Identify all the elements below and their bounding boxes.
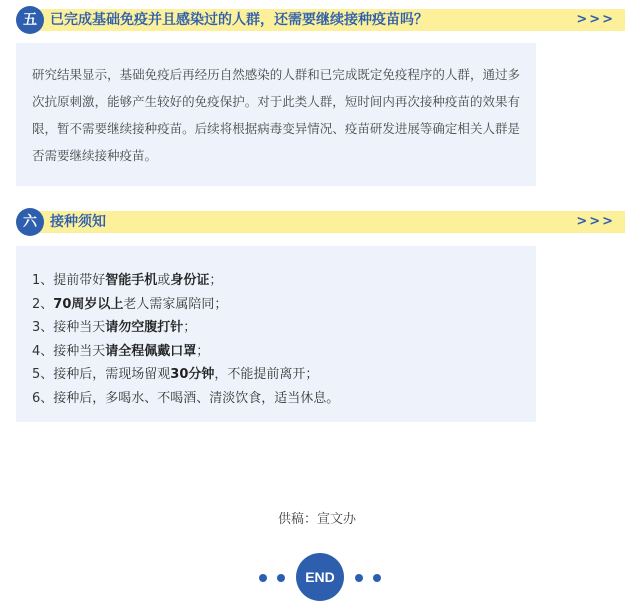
section-5-body: 研究结果显示，基础免疫后再经历自然感染的人群和已完成既定免疫程序的人群，通过多次抗原刺激，能够产生较好的免疫保护。对于此类人群，短时间内再次接种疫苗的效果有限，暂不需要继续接种疫苗。后续将根据病毒变异情况、疫苗研发进展等确定相关人群是否需要继续接种疫苗。 bbox=[32, 67, 520, 163]
end-badge: END bbox=[296, 553, 344, 601]
credit-line: 供稿：宣文办 bbox=[277, 512, 356, 527]
list-item-text: 5、接种后，需现场留观 bbox=[32, 367, 171, 382]
list-item-text: 老人需家属陪同； bbox=[123, 296, 228, 312]
section-5-title: 已完成基础免疫并且感染过的人群，还需要继续接种疫苗吗？ bbox=[50, 12, 428, 28]
list-item-emphasis: 70周岁以上 bbox=[53, 296, 124, 312]
list-item-text: 4、接种当天 bbox=[32, 343, 106, 359]
section-5-number-badge: 五 bbox=[16, 6, 44, 34]
dot-icon bbox=[373, 574, 381, 582]
list-item-text: 3、接种当天 bbox=[32, 320, 106, 335]
section-5-arrows-icon: >>> bbox=[576, 12, 615, 27]
list-item-text: ； bbox=[183, 320, 197, 335]
list-item-text: 1、提前带好 bbox=[32, 273, 106, 288]
dot-icon bbox=[277, 574, 285, 582]
list-item bbox=[32, 293, 520, 317]
list-item bbox=[32, 269, 520, 293]
section-6-number-badge: 六 bbox=[16, 208, 44, 236]
dot-icon bbox=[259, 574, 267, 582]
list-item bbox=[32, 363, 520, 387]
section-6-title: 接种须知 bbox=[50, 214, 106, 230]
list-item-emphasis: 30分钟 bbox=[170, 367, 215, 382]
section-6-header-bar bbox=[24, 211, 625, 233]
section-5-header bbox=[16, 9, 625, 31]
list-item-emphasis: 请全程佩戴口罩 bbox=[105, 343, 197, 359]
section-6-header bbox=[16, 211, 625, 233]
section-6-arrows-icon: >>> bbox=[576, 214, 615, 229]
list-item-text: ，不能提前离开； bbox=[214, 367, 319, 382]
dot-icon bbox=[355, 574, 363, 582]
end-marker bbox=[0, 553, 634, 603]
list-item-text: 或 bbox=[157, 273, 171, 288]
section-5-panel bbox=[16, 43, 536, 186]
list-item bbox=[32, 387, 520, 411]
list-item-emphasis: 身份证 bbox=[170, 273, 210, 288]
list-item-emphasis: 智能手机 bbox=[105, 273, 158, 288]
list-item-text: 6、接种后，多喝水、不喝酒、清淡饮食，适当休息。 bbox=[32, 390, 340, 406]
section-6-panel bbox=[16, 246, 536, 422]
list-item-text: 2、 bbox=[32, 296, 54, 312]
list-item bbox=[32, 316, 520, 340]
list-item-emphasis: 请勿空腹打针 bbox=[105, 320, 184, 335]
list-item-text: ； bbox=[196, 343, 210, 359]
list-item-text: ； bbox=[209, 273, 223, 288]
list-item bbox=[32, 340, 520, 364]
